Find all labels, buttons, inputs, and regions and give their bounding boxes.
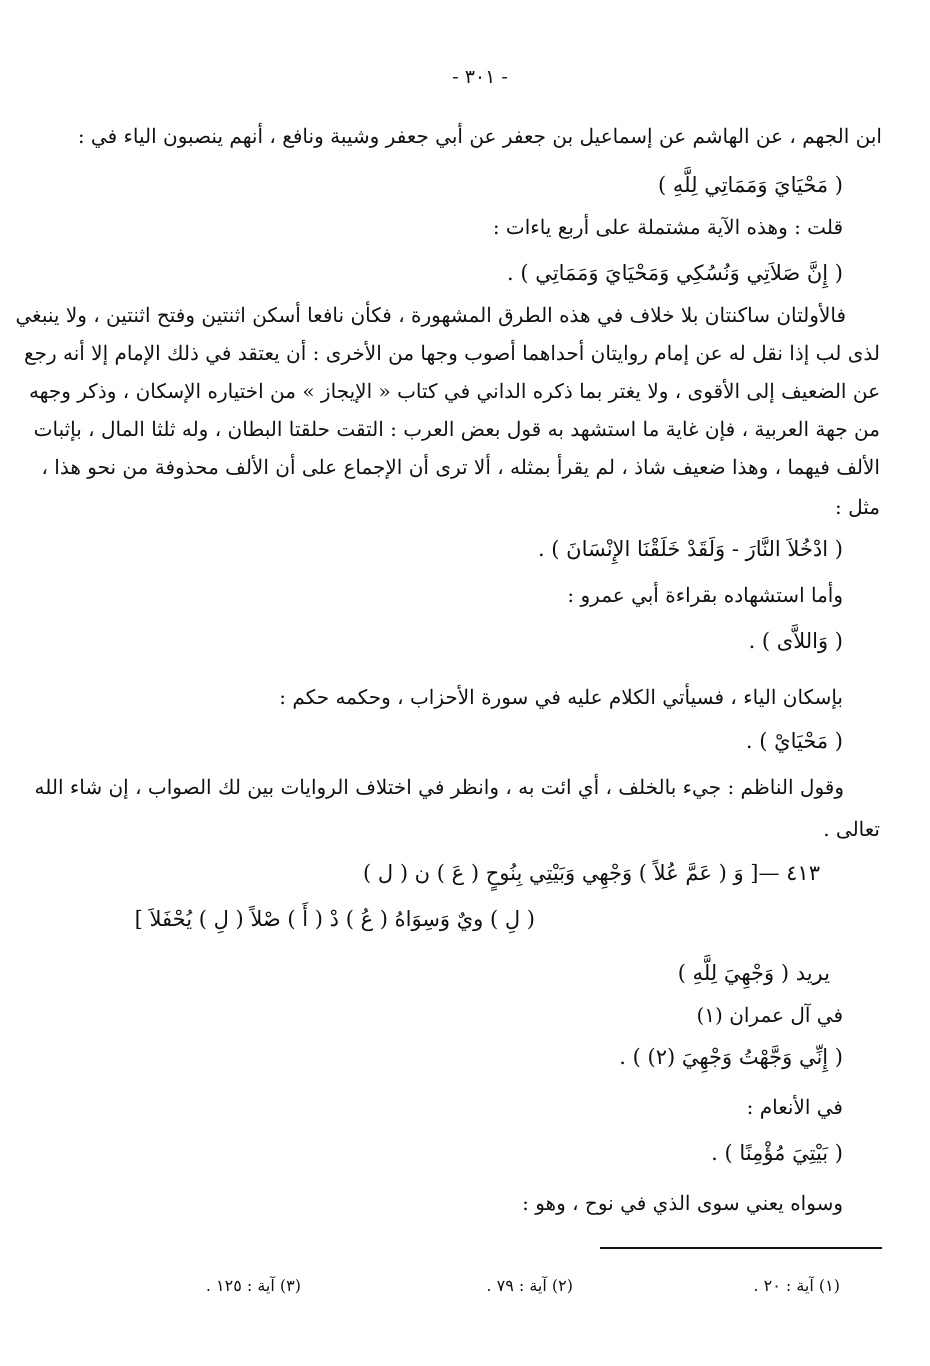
footnote-3: (٣) آية : ١٢٥ . xyxy=(205,1276,301,1295)
quran-verse-6: يريد ( وَجْهِيَ لِلَّهِ ) xyxy=(677,961,830,985)
text-line-8: مثل : xyxy=(835,495,880,519)
quran-verse-7: ( إِنِّي وَجَّهْتُ وَجْهِيَ (٢) ) . xyxy=(619,1045,843,1069)
text-line-3: فالأولتان ساكنتان بلا خلاف في هذه الطرق المشهورة ، فكأن نافعا أسكن اثنتين وفتح اثنتين ، ولا ينبغي xyxy=(15,303,846,327)
quran-verse-1: ( مَحْيَايَ وَمَمَاتِي لِلَّهِ ) xyxy=(658,173,843,197)
text-line-7: الألف فيهما ، وهذا ضعيف شاذ ، لم يقرأ بمثله ، ألا ترى أن الإجماع على أن الألف محذوفة من نحو هذا ، xyxy=(41,455,880,479)
text-line-14: في الأنعام : xyxy=(746,1095,843,1119)
footnote-2: (٢) آية : ٧٩ . xyxy=(486,1276,573,1295)
text-line-9: وأما استشهاده بقراءة أبي عمرو : xyxy=(567,583,843,607)
quran-verse-5: ( مَحْيَايْ ) . xyxy=(745,729,843,753)
text-line-12: تعالى . xyxy=(823,817,880,841)
quran-verse-2: ( إِنَّ صَلاَتِي وَنُسُكِي وَمَحْيَايَ وَمَمَاتِي ) . xyxy=(507,261,843,285)
quran-verse-3: ( ادْخُلاَ النَّارَ - وَلَقَدْ خَلَقْنَا الإِنْسَانَ ) . xyxy=(537,537,843,561)
poem-line-2: ( لِ ) ويٌ وَسِوَاهُ ( عُ ) دْ ( أَ ) صْلاً ( لِ ) يُحْفَلاَ ] xyxy=(134,907,535,931)
text-line-4: لذى لب إذا نقل له عن إمام روايتان أحداهما أصوب وجها من الأخرى : أن يعتقد في ذلك الإمام إلا أنه رجع xyxy=(23,341,880,365)
text-line-13: في آل عمران (١) xyxy=(696,1003,843,1027)
poem-line-1: ٤١٣ —[ وَ ( عَمَّ عُلاً ) وَجْهِي وَبَيْتِي بِنُوحٍ ( عَ ) ن ( ل ) xyxy=(363,861,820,885)
text-line-6: من جهة العربية ، فإن غاية ما استشهد به قول بعض العرب : التقت حلقتا البطان ، وله ثلثا المال ، بإثبات xyxy=(33,417,880,441)
text-line-15: وسواه يعني سوى الذي في نوح ، وهو : xyxy=(522,1191,843,1215)
page-number: - ٣٠١ - xyxy=(452,66,508,88)
text-line-2: قلت : وهذه الآية مشتملة على أربع ياءات : xyxy=(492,215,843,239)
quran-verse-8: ( بَيْتِيَ مُؤْمِنًا ) . xyxy=(711,1141,843,1165)
text-line-5: عن الضعيف إلى الأقوى ، ولا يغتر بما ذكره الداني في كتاب « الإيجاز » من اختياره الإسكان ، وذكر وجهه xyxy=(28,379,880,403)
footnote-1: (١) آية : ٢٠ . xyxy=(753,1276,840,1295)
text-line-1: ابن الجهم ، عن الهاشم عن إسماعيل بن جعفر عن أبي جعفر وشيبة ونافع ، أنهم ينصبون الياء في : xyxy=(77,124,882,148)
text-line-10: بإسكان الياء ، فسيأتي الكلام عليه في سورة الأحزاب ، وحكمه حكم : xyxy=(279,685,843,709)
footnote-separator xyxy=(600,1247,882,1249)
text-line-11: وقول الناظم : جيء بالخلف ، أي ائت به ، وانظر في اختلاف الروايات بين لك الصواب ، إن شاء الله xyxy=(34,775,844,799)
quran-verse-4: ( وَاللاَّى ) . xyxy=(748,629,843,653)
